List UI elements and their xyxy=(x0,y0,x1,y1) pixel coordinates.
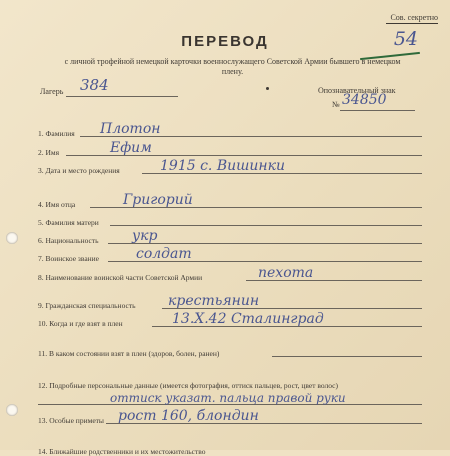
field-label: В каком состоянии взят в плен (здоров, болен, ранен) xyxy=(48,349,220,358)
field-number: 13. xyxy=(38,416,48,425)
field-number: 8. xyxy=(38,273,44,282)
field-label: Особые приметы xyxy=(49,416,104,425)
ident-line xyxy=(340,110,415,111)
handwritten-number: 54 xyxy=(393,28,418,50)
field-label: Фамилия xyxy=(45,129,75,138)
field-number: 10. xyxy=(38,319,48,328)
field-value: рост 160, блондин xyxy=(118,408,259,424)
secret-stamp: Сов. секретно xyxy=(386,13,438,24)
field-row-nationality xyxy=(0,225,450,245)
field-label: Ближайшие родственники и их местожительство xyxy=(49,447,206,456)
field-label: Дата и место рождения xyxy=(45,166,120,175)
camp-label: Лагерь xyxy=(40,87,64,96)
field-row-mother-surname xyxy=(0,207,450,227)
field-label: Имя отца xyxy=(45,200,76,209)
field-label: Имя xyxy=(45,148,60,157)
field-value: солдат xyxy=(136,246,192,262)
field-number: 3. xyxy=(38,166,44,175)
field-number: 1. xyxy=(38,129,44,138)
field-number: 2. xyxy=(38,148,44,157)
field-label: Подробные персональные данные (имеется фотография, оттиск пальцев, рост, цвет волос) xyxy=(49,381,338,390)
field-label: Воинское звание xyxy=(45,254,100,263)
field-number: 5. xyxy=(38,218,44,227)
field-row-civil-specialty xyxy=(0,290,450,310)
field-value: 1915 с. Вишинки xyxy=(160,158,286,174)
punch-hole xyxy=(6,404,18,416)
field-row-rank xyxy=(0,243,450,263)
punch-hole xyxy=(6,232,18,244)
field-row-unit xyxy=(0,262,450,282)
field-label: Наименование воинской части Советской Армии xyxy=(45,273,203,282)
ident-label: Опознавательный знак xyxy=(318,86,396,95)
field-row-captured xyxy=(0,308,450,328)
field-value: Григорий xyxy=(123,192,193,208)
field-row-surname xyxy=(0,118,450,138)
field-number: 9. xyxy=(38,301,44,310)
field-value: пехота xyxy=(258,265,314,281)
field-row-father-name xyxy=(0,189,450,209)
ident-number-sign: № xyxy=(332,100,340,109)
field-number: 12. xyxy=(38,381,48,390)
field-row-condition xyxy=(0,338,450,358)
field-label: Национальность xyxy=(45,236,99,245)
field-row-relatives xyxy=(0,436,450,456)
field-row-birth xyxy=(0,155,450,175)
ident-value: 34850 xyxy=(342,92,387,108)
field-number: 14. xyxy=(38,447,48,456)
dot-mark xyxy=(266,87,269,90)
field-number: 6. xyxy=(38,236,44,245)
field-number: 7. xyxy=(38,254,44,263)
field-value: Плотон xyxy=(100,121,161,137)
field-row-name xyxy=(0,137,450,157)
camp-value: 384 xyxy=(80,76,109,94)
field-number: 4. xyxy=(38,200,44,209)
field-value: укр xyxy=(132,228,158,244)
camp-line xyxy=(66,96,178,97)
field-label: Гражданская специальность xyxy=(45,301,136,310)
field-label: Когда и где взят в плен xyxy=(49,319,123,328)
field-value: оттиск указат. пальца правой руки xyxy=(110,391,346,405)
field-row-personal-data-value xyxy=(0,386,450,406)
field-row-special-marks xyxy=(0,405,450,425)
field-value: 13.X.42 Сталинград xyxy=(172,311,324,327)
field-label: Фамилия матери xyxy=(45,218,99,227)
field-value: Ефим xyxy=(110,140,152,156)
document-subtitle: с личной трофейной немецкой карточки военнослужащего Советской Армии бывшего в немецком плену. xyxy=(64,57,401,76)
document-title: ПЕРЕВОД xyxy=(181,33,269,50)
field-value: крестьянин xyxy=(168,293,260,309)
field-number: 11. xyxy=(38,349,48,358)
